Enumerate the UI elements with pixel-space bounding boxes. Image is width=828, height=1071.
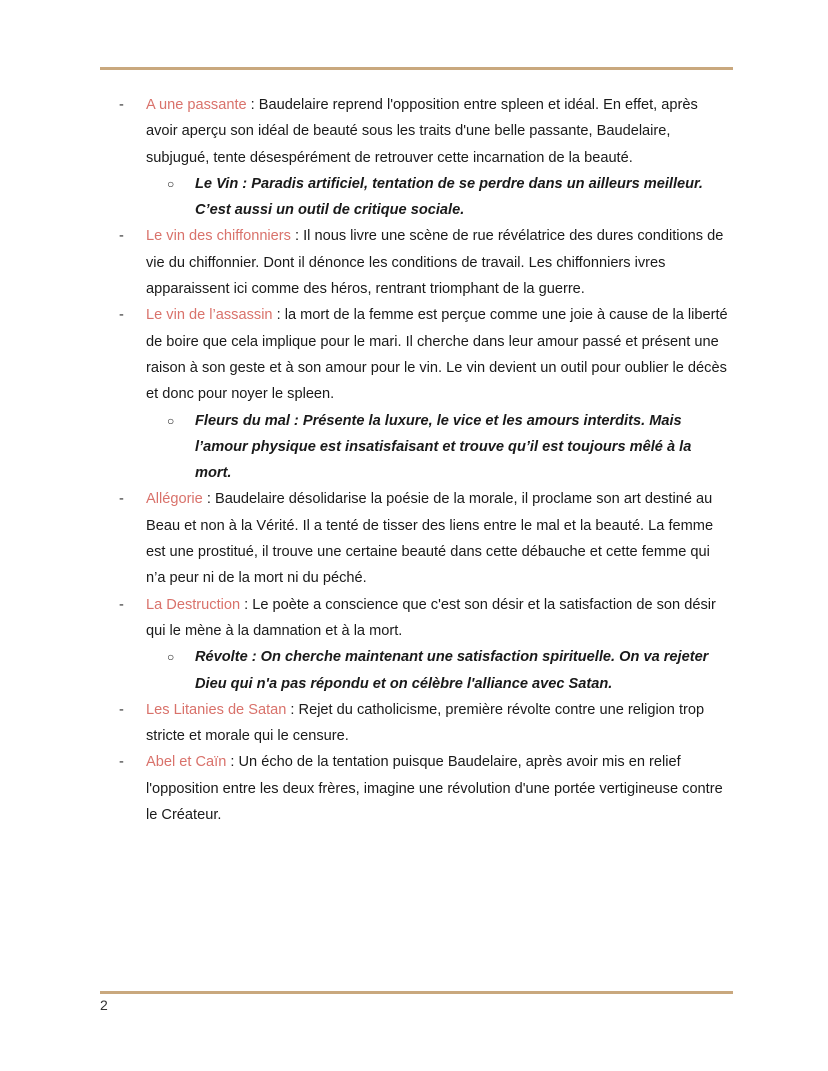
poem-description: : Il nous livre une scène de rue révélatrice des dures conditions de vie du chiffonnier. Dont il dénonce les conditions de travail. Les chiffonniers ivres apparaissent ici comme des héros, rentrant triomphant de la guerre. [146, 228, 724, 298]
poem-description: : Un écho de la tentation puisque Baudelaire, après avoir mis en relief l'opposition entre les deux frères, imagine une révolution d'une portée vertigineuse contre le Créateur. [146, 754, 723, 824]
dash-marker: - [119, 754, 124, 771]
poem-title: Les Litanies de Satan [146, 701, 287, 718]
poem-description: : Le poète a conscience que c'est son désir et la satisfaction de son désir qui le mène à la damnation et à la mort. [146, 596, 716, 639]
document-body [0, 92, 828, 828]
section-note-fleurs-du-mal [0, 408, 828, 487]
poem-title: Le vin des chiffonniers [146, 228, 291, 245]
list-item-allegorie [0, 486, 828, 591]
poem-description: : Rejet du catholicisme, première révolte contre une religion trop stricte et morale qui le censure. [146, 701, 705, 745]
list-item-abel-et-cain [0, 749, 828, 828]
list-item-les-litanies-de-satan [0, 697, 828, 750]
circle-bullet-icon: ○ [167, 176, 175, 191]
poem-title: La Destruction [146, 596, 241, 613]
circle-bullet-icon: ○ [167, 650, 175, 665]
dash-marker: - [119, 307, 124, 324]
section-note-text: Le Vin : Paradis artificiel, tentation de se perdre dans un ailleurs meilleur. C’est aussi un outil de critique sociale. [195, 175, 703, 219]
poem-title: Le vin de l’assassin [146, 307, 273, 324]
section-note-revolte [0, 644, 828, 697]
poem-title: A une passante [146, 97, 247, 113]
section-note-le-vin [0, 171, 828, 224]
section-note-text: Révolte : On cherche maintenant une satisfaction spirituelle. On va rejeter Dieu qui n'a pas répondu et on célèbre l'alliance avec Satan. [195, 649, 709, 692]
poem-description: : la mort de la femme est perçue comme une joie à cause de la liberté de boire que cela implique pour le mari. Il cherche dans leur amour passé et présent une raison à son geste et à son amour pour le vin. Le vin devient un outil pour oublier le décès et donc pour noyer le spleen. [146, 307, 728, 403]
list-item-le-vin-des-chiffonniers [0, 223, 828, 302]
dash-marker: - [119, 596, 124, 613]
section-note-text: Fleurs du mal : Présente la luxure, le vice et les amours interdits. Mais l’amour physique est insatisfaisant et trouve qu’il est toujours mêlé à la mort. [195, 412, 692, 482]
list-item-a-une-passante [0, 92, 828, 171]
dash-marker: - [119, 701, 124, 718]
page-number: 2 [100, 997, 108, 1013]
poem-description: : Baudelaire désolidarise la poésie de la morale, il proclame son art destiné au Beau et non à la Vérité. Il a tenté de tisser des liens entre le mal et la beauté. La femme est une prostitué, il trouve une certaine beauté dans cette débauche et cette femme qui n’a peur ni de la mort ni du péché. [146, 491, 714, 587]
poem-title: Abel et Caïn [146, 754, 227, 771]
bottom-divider [100, 991, 733, 994]
dash-marker: - [119, 97, 124, 113]
poem-title: Allégorie [146, 491, 203, 508]
dash-marker: - [119, 228, 124, 245]
circle-bullet-icon: ○ [167, 413, 175, 428]
list-item-le-vin-de-l-assassin [0, 302, 828, 407]
list-item-la-destruction [0, 592, 828, 645]
dash-marker: - [119, 491, 124, 508]
poem-description: : Baudelaire reprend l'opposition entre spleen et idéal. En effet, après avoir aperçu son idéal de beauté sous les traits d'une belle passante, Baudelaire, subjugué, tente désespérément de retrouver cette incarnation de la beauté. [146, 97, 698, 166]
top-divider [100, 67, 733, 70]
